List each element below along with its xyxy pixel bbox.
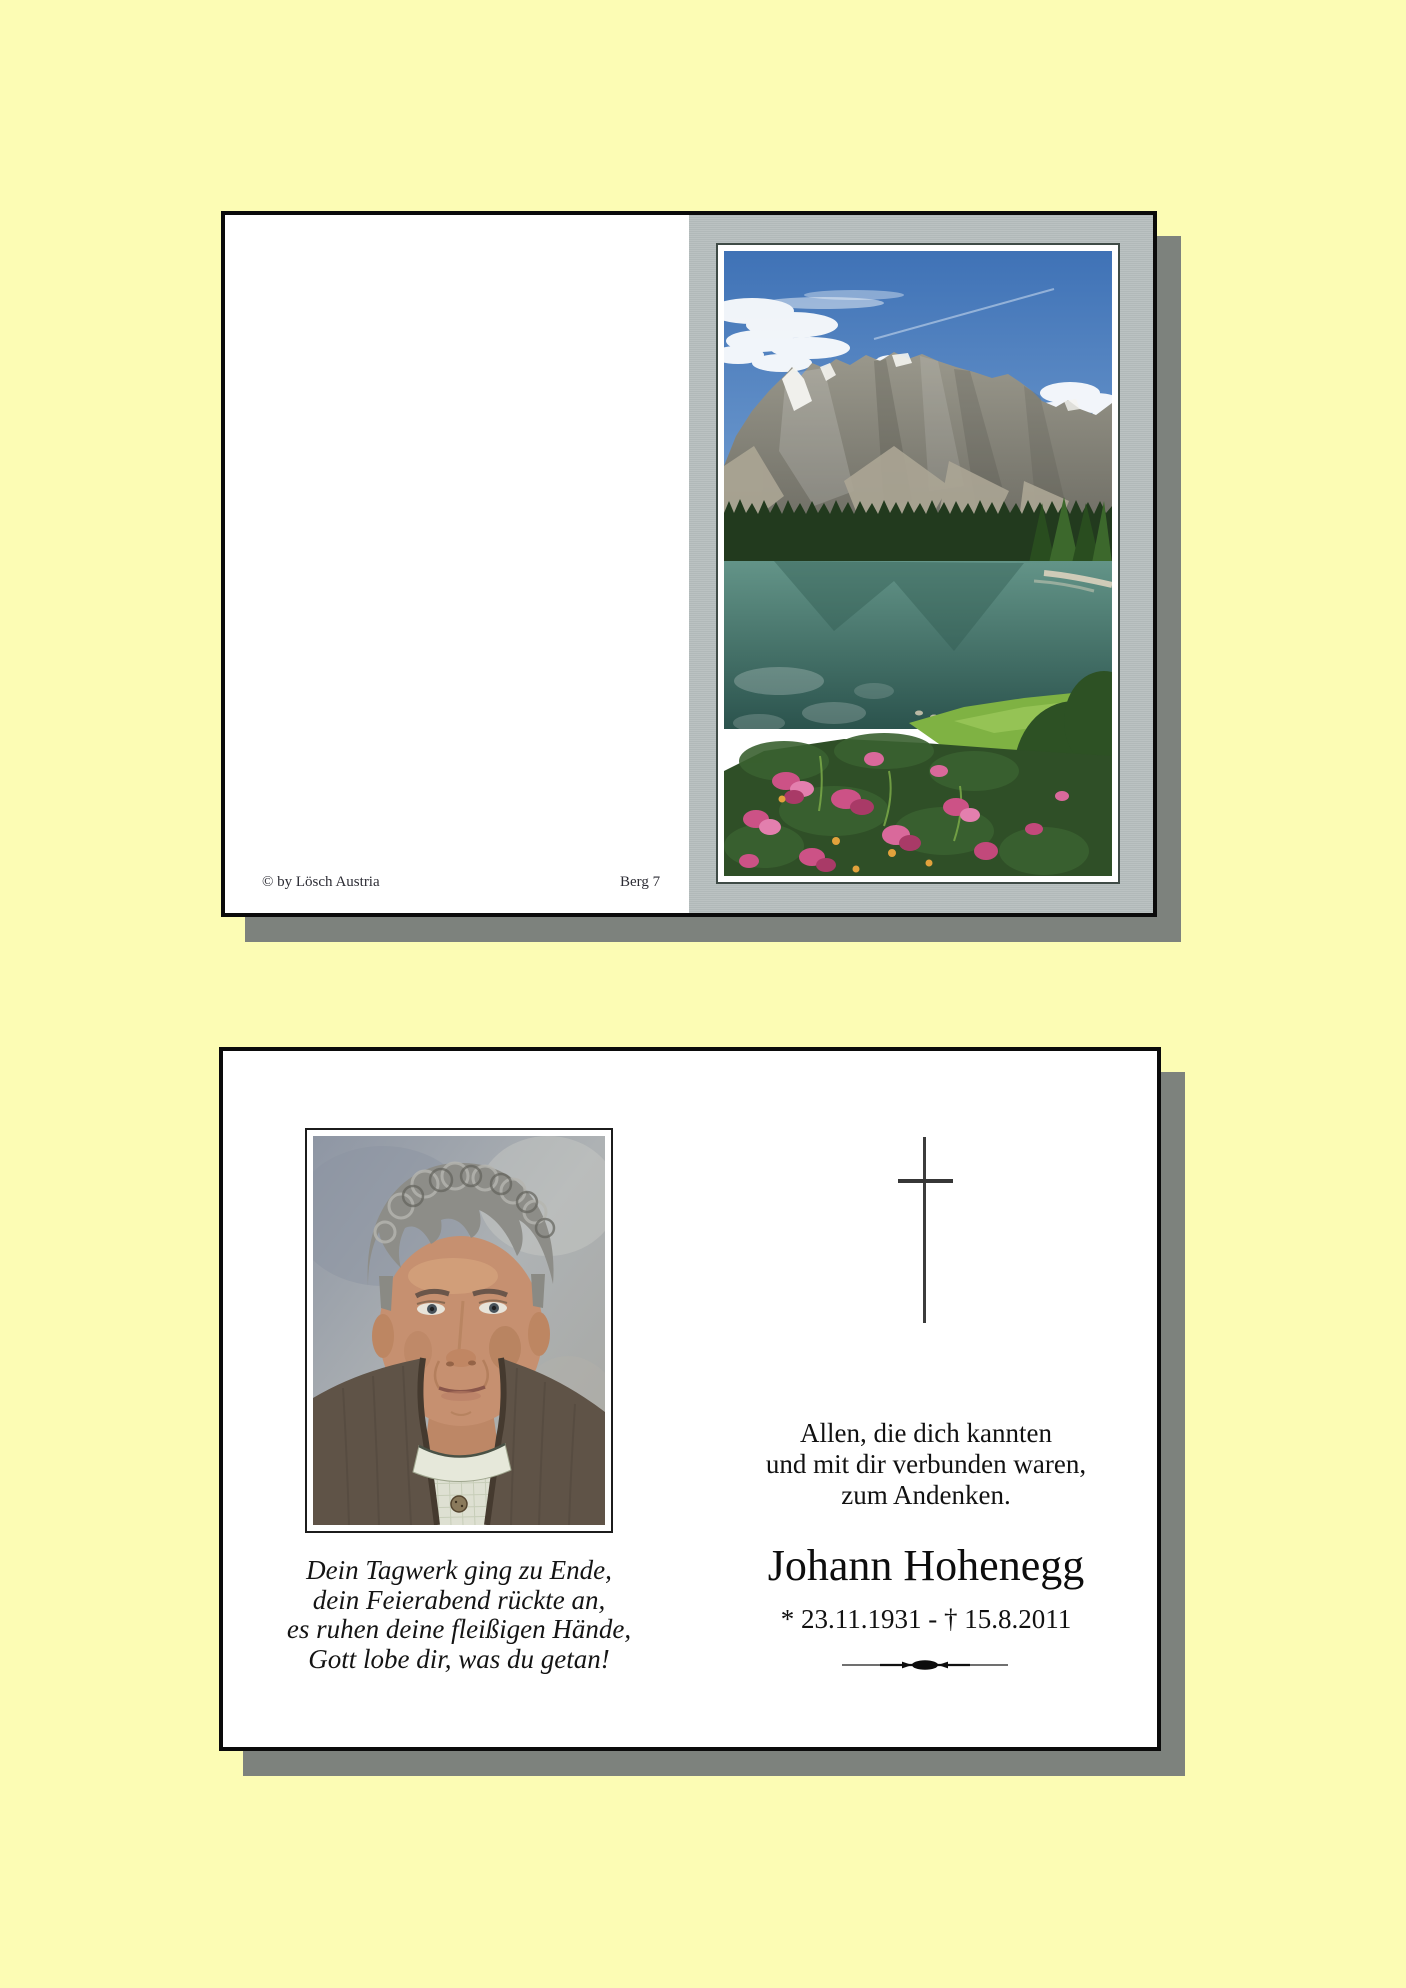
cross-vertical-bar: [923, 1137, 926, 1323]
memorial-card-front: [221, 211, 1157, 917]
verse-line: es ruhen deine fleißigen Hände,: [286, 1614, 632, 1644]
cross-horizontal-bar: [898, 1179, 953, 1183]
verse-line: dein Feierabend rückte an,: [312, 1584, 606, 1615]
deceased-name: Johann Hohenegg: [767, 1541, 1085, 1590]
mountain-lake-illustration: [724, 251, 1112, 876]
birth-death-dates: * 23.11.1931 - † 15.8.2011: [780, 1604, 1072, 1634]
verse-line: Dein Tagwerk ging zu Ende,: [306, 1555, 612, 1585]
publisher-imprint: [225, 874, 689, 896]
dedication-line: Allen, die dich kannten: [800, 1418, 1052, 1448]
ornamental-divider: [842, 1658, 1008, 1672]
memorial-card-inside: [219, 1047, 1161, 1751]
memorial-verse: [239, 1556, 679, 1674]
copyright-text: © by Lösch Austria: [262, 874, 380, 890]
front-cover-panel: [689, 215, 1153, 913]
mountain-lake-photo: [716, 243, 1120, 884]
divider-graphic: [842, 1658, 1008, 1672]
dedication-text: [694, 1418, 1158, 1511]
portrait-photo: [305, 1128, 613, 1533]
dedication-line: zum Andenken.: [841, 1480, 1011, 1510]
dedication-line: und mit dir verbunden waren,: [765, 1449, 1087, 1479]
portrait-illustration: [313, 1136, 605, 1525]
motif-code-text: Berg 7: [620, 874, 661, 890]
verse-line: Gott lobe dir, was du getan!: [308, 1643, 610, 1674]
